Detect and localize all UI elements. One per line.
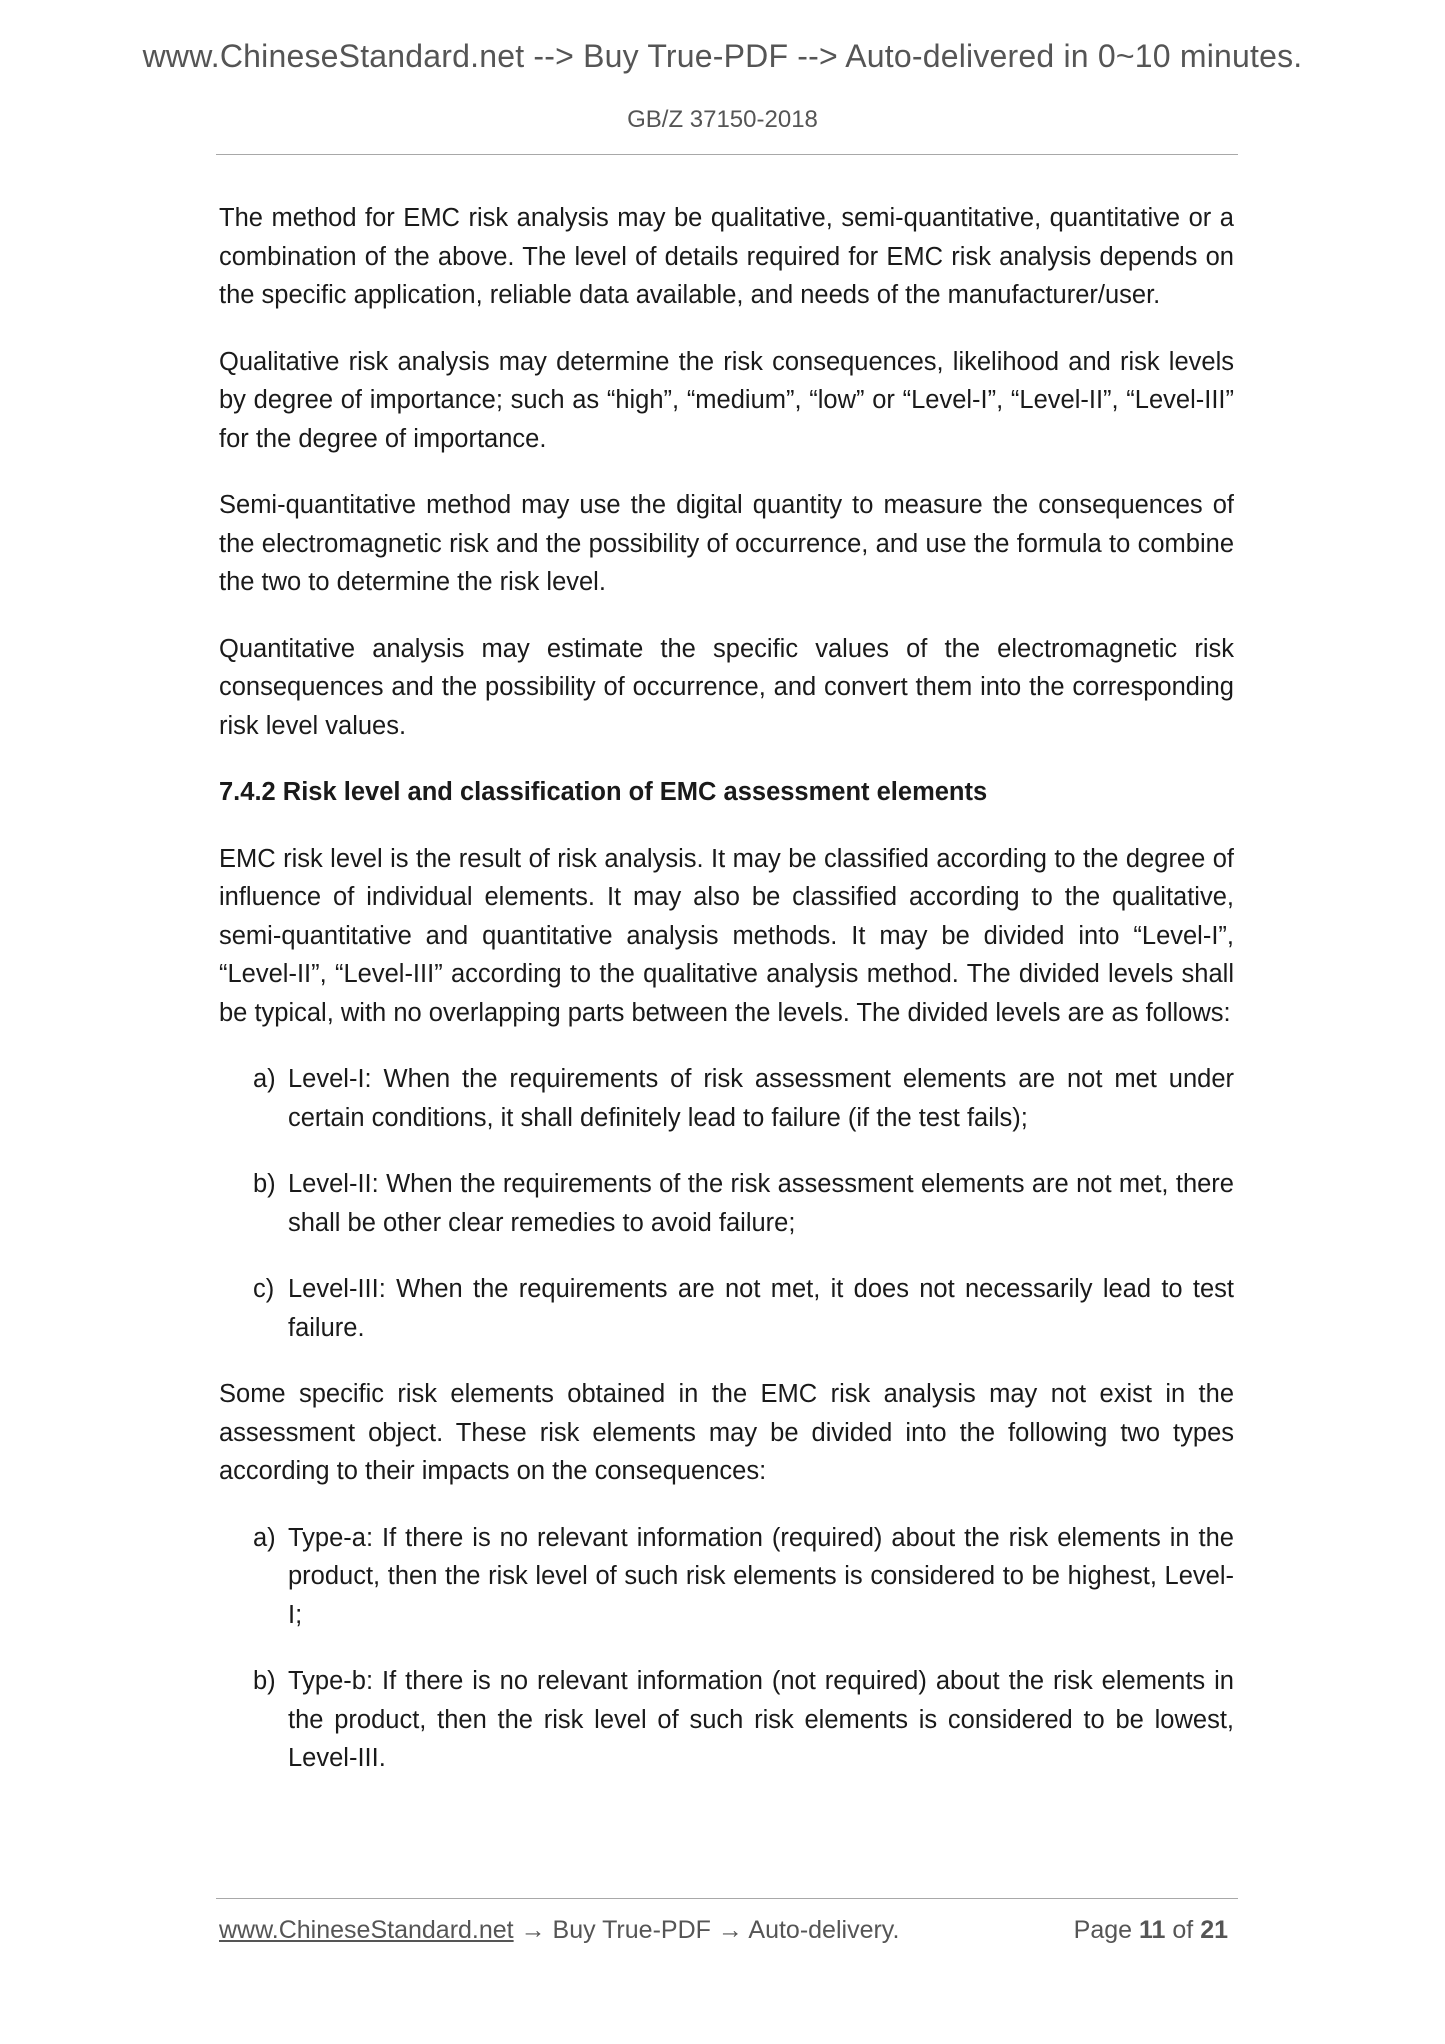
page-total: 21	[1200, 1916, 1228, 1944]
list-item-level-2	[253, 1165, 1234, 1242]
list-item-text: Level-III: When the requirements are not met, it does not necessarily lead to test failure.	[288, 1275, 1234, 1342]
list-item-text: Level-I: When the requirements of risk assessment elements are not met under certain conditions, it shall definitely lead to failure (if the test fails);	[288, 1065, 1234, 1132]
list-item-level-3	[253, 1270, 1234, 1347]
document-body	[219, 199, 1234, 1806]
page-label: Page	[1073, 1916, 1133, 1944]
site-banner: www.ChineseStandard.net --> Buy True-PDF --> Auto-delivered in 0~10 minutes.	[142, 38, 1303, 74]
list-marker: b)	[253, 1170, 276, 1198]
paragraph-risk-level: EMC risk level is the result of risk analysis. It may be classified according to the degree of influence of individual elements. It may also be classified according to the qualitative, semi-quantitative and quantitative analysis methods. It may be divided into “Level-I”, “Level-II”, “Level-III” according to the qualitative analysis method. The divided levels shall be typical, with no overlapping parts between the levels. The divided levels are as follows:	[219, 844, 1234, 1027]
list-item-level-1	[253, 1060, 1234, 1137]
page-number: 11	[1138, 1916, 1166, 1944]
list-item-text: Type-a: If there is no relevant information (required) about the risk elements in the product, then the risk level of such risk elements is considered to be highest, Level-I;	[288, 1523, 1234, 1629]
paragraph-analysis-method: The method for EMC risk analysis may be qualitative, semi-quantitative, quantitative or a combination of the above. The level of details required for EMC risk analysis depends on the specific application, reliable data available, and needs of the manufacturer/user.	[219, 204, 1234, 309]
standard-code: GB/Z 37150-2018	[627, 106, 818, 133]
list-marker: a)	[253, 1065, 276, 1093]
header-divider	[216, 154, 1238, 155]
footer-divider	[216, 1898, 1238, 1899]
list-item-type-a	[253, 1519, 1234, 1635]
paragraph-quantitative: Quantitative analysis may estimate the specific values of the electromagnetic risk consequences and the possibility of occurrence, and convert them into the corresponding risk level values.	[219, 634, 1234, 740]
paragraph-semi-quantitative: Semi-quantitative method may use the digital quantity to measure the consequences of the electromagnetic risk and the possibility of occurrence, and use the formula to combine the two to determine the risk level.	[219, 491, 1234, 596]
list-marker: c)	[253, 1275, 275, 1303]
footer-site-link[interactable]: www.ChineseStandard.net	[219, 1916, 514, 1944]
list-item-text: Type-b: If there is no relevant information (not required) about the risk elements in the product, then the risk level of such risk elements is considered to be lowest, Level-III.	[288, 1667, 1234, 1772]
list-item-type-b	[253, 1662, 1234, 1778]
of-label: of	[1172, 1916, 1194, 1944]
paragraph-risk-elements: Some specific risk elements obtained in the EMC risk analysis may not exist in the assessment object. These risk elements may be divided into the following two types according to their impacts on the consequences:	[219, 1380, 1234, 1485]
page-indicator	[1074, 1916, 1228, 1945]
footer-promo	[219, 1916, 899, 1945]
paragraph-qualitative: Qualitative risk analysis may determine the risk consequences, likelihood and risk levels by degree of importance; such as “high”, “medium”, “low” or “Level-I”, “Level-II”, “Level-III” for the degree of importance.	[219, 347, 1234, 453]
list-item-text: Level-II: When the requirements of the risk assessment elements are not met, there shall be other clear remedies to avoid failure;	[288, 1170, 1234, 1237]
list-marker: b)	[253, 1667, 276, 1695]
section-heading: 7.4.2 Risk level and classification of EMC assessment elements	[219, 778, 988, 806]
footer-promo-text: → Buy True-PDF → Auto-delivery.	[513, 1916, 900, 1944]
list-marker: a)	[253, 1523, 276, 1552]
